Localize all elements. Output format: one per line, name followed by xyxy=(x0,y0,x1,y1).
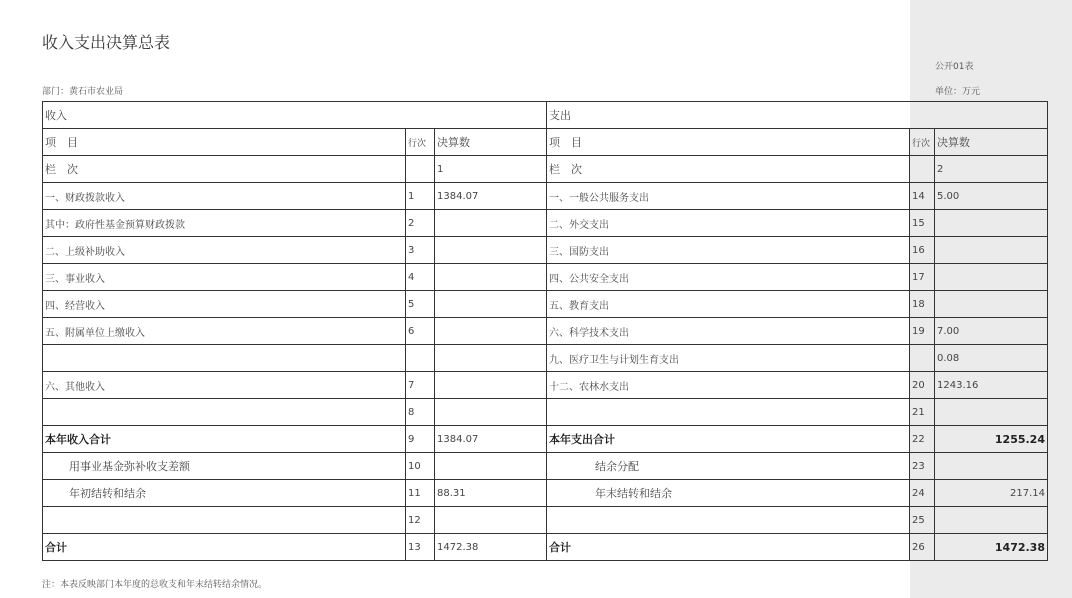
footnote: 注：本表反映部门本年度的总收支和年末结转结余情况。 xyxy=(42,580,268,590)
expense-grand-total-value: 1472.38 xyxy=(935,534,1048,561)
income-item xyxy=(43,399,406,426)
expense-amount xyxy=(935,291,1048,318)
income-amount xyxy=(435,399,547,426)
income-row-no: 5 xyxy=(406,291,435,318)
income-rowno-header: 行次 xyxy=(406,129,435,156)
income-grand-total-value: 1472.38 xyxy=(435,534,547,561)
surplus-distribution-value xyxy=(935,453,1048,480)
income-row-no: 6 xyxy=(406,318,435,345)
fund-offset-label: 用事业基金弥补收支差额 xyxy=(43,453,406,480)
income-row-no: 13 xyxy=(406,534,435,561)
income-row-no: 12 xyxy=(406,507,435,534)
table-row xyxy=(43,318,1048,345)
expense-column-index: 2 xyxy=(935,156,1048,183)
form-code: 公开01表 xyxy=(935,62,974,72)
income-item: 四、经营收入 xyxy=(43,291,406,318)
expense-amount: 0.08 xyxy=(935,345,1048,372)
expense-section-label: 支出 xyxy=(547,102,1048,129)
column-index-row xyxy=(43,156,1048,183)
income-amount xyxy=(435,264,547,291)
expense-row-no: 25 xyxy=(910,507,935,534)
expense-item-header: 项 目 xyxy=(547,129,910,156)
income-row-no: 2 xyxy=(406,210,435,237)
column-header-row xyxy=(43,129,1048,156)
blank-cell xyxy=(935,507,1048,534)
beginning-balance-value: 88.31 xyxy=(435,480,547,507)
expense-row-no: 18 xyxy=(910,291,935,318)
expense-item: 二、外交支出 xyxy=(547,210,910,237)
expense-amount: 1243.16 xyxy=(935,372,1048,399)
income-item xyxy=(43,345,406,372)
blank-cell xyxy=(547,507,910,534)
expense-amount-header: 决算数 xyxy=(935,129,1048,156)
expense-amount xyxy=(935,399,1048,426)
expense-item: 一、一般公共服务支出 xyxy=(547,183,910,210)
income-grand-total-label: 合计 xyxy=(43,534,406,561)
income-item: 其中：政府性基金预算财政拨款 xyxy=(43,210,406,237)
carryover-row xyxy=(43,480,1048,507)
expense-row-no: 16 xyxy=(910,237,935,264)
income-section-label: 收入 xyxy=(43,102,547,129)
budget-table xyxy=(42,101,1048,561)
expense-row-no: 23 xyxy=(910,453,935,480)
expense-amount xyxy=(935,237,1048,264)
expense-row-no xyxy=(910,345,935,372)
table-row xyxy=(43,345,1048,372)
income-item: 六、其他收入 xyxy=(43,372,406,399)
income-row-no: 11 xyxy=(406,480,435,507)
expense-row-no: 15 xyxy=(910,210,935,237)
expense-grand-total-label: 合计 xyxy=(547,534,910,561)
expense-row-no: 17 xyxy=(910,264,935,291)
fund-row xyxy=(43,453,1048,480)
table-row xyxy=(43,264,1048,291)
expense-column-label: 栏 次 xyxy=(547,156,910,183)
grand-total-row xyxy=(43,534,1048,561)
expense-row-no: 21 xyxy=(910,399,935,426)
ending-balance-value: 217.14 xyxy=(935,480,1048,507)
expense-row-no: 24 xyxy=(910,480,935,507)
year-total-row xyxy=(43,426,1048,453)
expense-item: 四、公共安全支出 xyxy=(547,264,910,291)
blank-cell xyxy=(435,507,547,534)
unit-label: 单位：万元 xyxy=(935,87,981,97)
year-expense-total-label: 本年支出合计 xyxy=(547,426,910,453)
income-amount xyxy=(435,237,547,264)
income-row-no: 4 xyxy=(406,264,435,291)
fund-offset-value xyxy=(435,453,547,480)
beginning-balance-label: 年初结转和结余 xyxy=(43,480,406,507)
ending-balance-label: 年末结转和结余 xyxy=(547,480,910,507)
blank-cell xyxy=(43,507,406,534)
income-rowno-blank xyxy=(406,156,435,183)
year-income-total-value: 1384.07 xyxy=(435,426,547,453)
income-row-no: 8 xyxy=(406,399,435,426)
income-item: 二、上级补助收入 xyxy=(43,237,406,264)
table-row xyxy=(43,210,1048,237)
income-row-no xyxy=(406,345,435,372)
expense-amount: 5.00 xyxy=(935,183,1048,210)
income-item: 三、事业收入 xyxy=(43,264,406,291)
expense-row-no: 14 xyxy=(910,183,935,210)
income-row-no: 3 xyxy=(406,237,435,264)
income-item: 一、财政拨款收入 xyxy=(43,183,406,210)
income-amount-header: 决算数 xyxy=(435,129,547,156)
income-row-no: 1 xyxy=(406,183,435,210)
income-item-header: 项 目 xyxy=(43,129,406,156)
expense-item: 六、科学技术支出 xyxy=(547,318,910,345)
table-row xyxy=(43,372,1048,399)
blank-row xyxy=(43,507,1048,534)
expense-row-no: 20 xyxy=(910,372,935,399)
income-amount xyxy=(435,210,547,237)
expense-item: 十二、农林水支出 xyxy=(547,372,910,399)
income-row-no: 9 xyxy=(406,426,435,453)
table-row xyxy=(43,399,1048,426)
income-row-no: 10 xyxy=(406,453,435,480)
department-label: 部门：黄石市农业局 xyxy=(42,87,124,97)
table-row xyxy=(43,183,1048,210)
expense-item xyxy=(547,399,910,426)
expense-amount xyxy=(935,264,1048,291)
income-amount xyxy=(435,291,547,318)
income-amount xyxy=(435,372,547,399)
income-row-no: 7 xyxy=(406,372,435,399)
income-item: 五、附属单位上缴收入 xyxy=(43,318,406,345)
surplus-distribution-label: 结余分配 xyxy=(547,453,910,480)
expense-rowno-header: 行次 xyxy=(910,129,935,156)
income-amount xyxy=(435,345,547,372)
income-column-label: 栏 次 xyxy=(43,156,406,183)
expense-row-no: 26 xyxy=(910,534,935,561)
expense-item: 九、医疗卫生与计划生育支出 xyxy=(547,345,910,372)
income-amount xyxy=(435,318,547,345)
expense-amount: 7.00 xyxy=(935,318,1048,345)
page-title: 收入支出决算总表 xyxy=(42,33,171,52)
year-income-total-label: 本年收入合计 xyxy=(43,426,406,453)
expense-item: 三、国防支出 xyxy=(547,237,910,264)
expense-row-no: 19 xyxy=(910,318,935,345)
income-amount: 1384.07 xyxy=(435,183,547,210)
table-row xyxy=(43,291,1048,318)
expense-item: 五、教育支出 xyxy=(547,291,910,318)
expense-rowno-blank xyxy=(910,156,935,183)
section-header-row xyxy=(43,102,1048,129)
expense-row-no: 22 xyxy=(910,426,935,453)
expense-amount xyxy=(935,210,1048,237)
year-expense-total-value: 1255.24 xyxy=(935,426,1048,453)
table-row xyxy=(43,237,1048,264)
income-column-index: 1 xyxy=(435,156,547,183)
